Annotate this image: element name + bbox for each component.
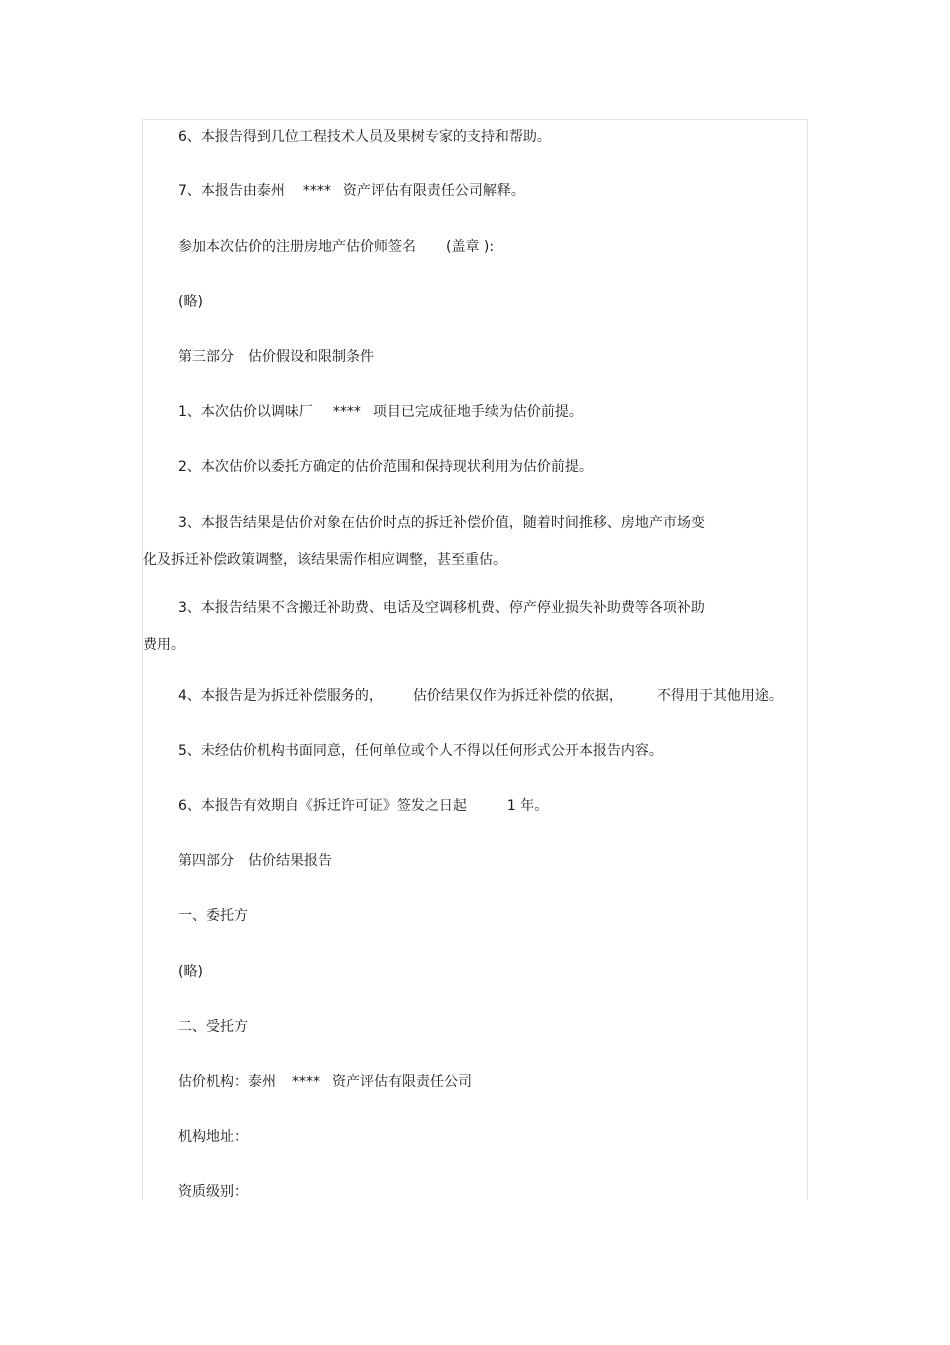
text: 估价假设和限制条件: [248, 349, 374, 365]
text: 4、本报告是为拆迁补偿服务的，: [178, 688, 383, 704]
paragraph-assumption-5: [178, 741, 663, 761]
text: 机构地址：: [178, 1129, 248, 1145]
text: 资产评估有限责任公司: [332, 1074, 472, 1090]
text: 估价结果仅作为拆迁补偿的依据，: [412, 688, 623, 704]
text: 6、本报告得到几位工程技术人员及果树专家的支持和帮助。: [178, 129, 551, 145]
paragraph-signature: [178, 237, 494, 257]
page-frame: [142, 119, 808, 1200]
text: (盖章 ):: [446, 239, 495, 255]
text: 7、本报告由泰州: [178, 183, 285, 199]
paragraph-address: [178, 1127, 248, 1147]
text: 第四部分: [178, 853, 234, 869]
text: 费用。: [143, 637, 185, 653]
text: 估价结果报告: [248, 853, 332, 869]
text: (略): [178, 964, 203, 980]
text: 5、未经估价机构书面同意，任何单位或个人不得以任何形式公开本报告内容。: [178, 743, 663, 759]
text: ****: [292, 1074, 320, 1090]
section-heading-part4: [178, 851, 332, 871]
paragraph-assumption-6: [178, 796, 548, 816]
text: 估价机构：泰州: [178, 1074, 276, 1090]
paragraph-qualification: [178, 1182, 248, 1202]
text: 资质级别：: [178, 1184, 248, 1200]
text: 3、本报告结果不含搬迁补助费、电话及空调移机费、停产停业损失补助费等各项补助: [178, 600, 705, 616]
subheading-trustee: [178, 1017, 248, 1037]
paragraph-support: [178, 127, 551, 147]
text: 3、本报告结果是估价对象在估价时点的拆迁补偿价值，随着时间推移、房地产市场变: [178, 515, 705, 531]
text: 一、委托方: [178, 908, 248, 924]
text: (略): [178, 294, 203, 310]
text: ****: [302, 183, 331, 199]
text: 参加本次估价的注册房地产估价师签名: [178, 239, 416, 255]
text: 资产评估有限责任公司解释。: [342, 183, 525, 199]
paragraph-assumption-4: [178, 686, 783, 706]
section-heading-part3: [178, 347, 374, 367]
text: 化及拆迁补偿政策调整，该结果需作相应调整，甚至重估。: [143, 552, 507, 568]
paragraph-agency: [178, 1072, 472, 1092]
text: 1 年。: [506, 798, 549, 814]
text: 二、受托方: [178, 1019, 248, 1035]
subheading-client: [178, 906, 248, 926]
paragraph-assumption-3b: [143, 598, 705, 655]
text: 项目已完成征地手续为估价前提。: [372, 404, 583, 420]
text: ****: [332, 404, 361, 420]
text: 6、本报告有效期自《拆迁许可证》签发之日起: [178, 798, 467, 814]
paragraph-assumption-2: [178, 457, 593, 477]
text: 不得用于其他用途。: [656, 688, 783, 704]
paragraph-assumption-3a: [143, 513, 705, 570]
paragraph-omitted: [178, 292, 203, 312]
paragraph-assumption-1: [178, 402, 583, 422]
text: 2、本次估价以委托方确定的估价范围和保持现状利用为估价前提。: [178, 459, 593, 475]
paragraph-omitted-2: [178, 962, 203, 982]
paragraph-interpretation: [178, 181, 525, 201]
text: 第三部分: [178, 349, 234, 365]
text: 1、本次估价以调味厂: [178, 404, 313, 420]
